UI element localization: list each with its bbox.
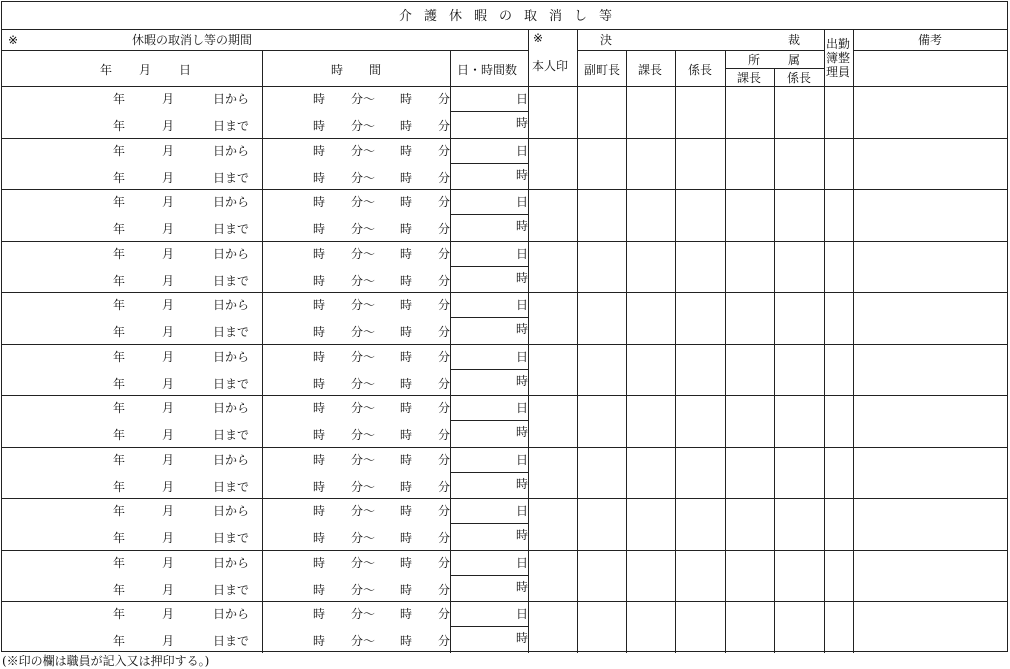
rule	[577, 29, 578, 653]
year-text: 年	[113, 504, 126, 518]
year-text: 年	[113, 453, 126, 467]
hour-text: 時	[313, 504, 326, 518]
subsection-chief-header: 係長	[688, 63, 713, 77]
hours-unit-text: 時	[516, 116, 529, 130]
hours-unit-text: 時	[516, 271, 529, 285]
minute-text: 分	[438, 634, 451, 648]
minute-text: 分	[438, 298, 451, 312]
days-unit-text: 日	[516, 92, 529, 106]
title-char: 取	[524, 9, 538, 24]
to-day-text: 日まで	[213, 377, 250, 391]
from-day-text: 日から	[213, 298, 250, 312]
rule	[853, 50, 1007, 51]
from-day-text: 日から	[213, 607, 250, 621]
hour-text: 時	[400, 428, 413, 442]
minute-text: 分	[438, 325, 451, 339]
minute-text: 分	[438, 377, 451, 391]
mark-asterisk: ※	[8, 33, 19, 47]
from-day-text: 日から	[213, 92, 250, 106]
hour-text: 時	[400, 634, 413, 648]
minute-tilde-text: 分〜	[351, 298, 376, 312]
title-char: し	[574, 9, 588, 24]
minute-tilde-text: 分〜	[351, 607, 376, 621]
from-day-text: 日から	[213, 144, 250, 158]
minute-tilde-text: 分〜	[351, 195, 376, 209]
row-mid-rule	[450, 163, 528, 164]
row-mid-rule	[450, 575, 528, 576]
hour-text: 時	[313, 583, 326, 597]
minute-tilde-text: 分〜	[351, 504, 376, 518]
minute-tilde-text: 分〜	[351, 377, 376, 391]
hours-unit-text: 時	[516, 477, 529, 491]
minute-text: 分	[438, 428, 451, 442]
month-text: 月	[162, 377, 175, 391]
days-unit-text: 日	[516, 401, 529, 415]
year-text: 年	[113, 298, 126, 312]
minute-text: 分	[438, 453, 451, 467]
minute-text: 分	[438, 195, 451, 209]
year-text: 年	[113, 274, 126, 288]
minute-text: 分	[438, 504, 451, 518]
row-rule	[2, 447, 1007, 448]
month-text: 月	[162, 298, 175, 312]
to-day-text: 日まで	[213, 634, 250, 648]
to-day-text: 日まで	[213, 274, 250, 288]
hour-text: 時	[400, 377, 413, 391]
row-rule	[2, 601, 1007, 602]
minute-text: 分	[438, 583, 451, 597]
hour-text: 時	[400, 92, 413, 106]
days-unit-text: 日	[516, 556, 529, 570]
hour-text: 時	[313, 531, 326, 545]
minute-text: 分	[438, 119, 451, 133]
hours-unit-text: 時	[516, 219, 529, 233]
row-rule	[2, 395, 1007, 396]
hour-text: 時	[400, 401, 413, 415]
minute-tilde-text: 分〜	[351, 480, 376, 494]
year-text: 年	[113, 92, 126, 106]
month-text: 月	[162, 453, 175, 467]
minute-tilde-text: 分〜	[351, 401, 376, 415]
month-text: 月	[162, 556, 175, 570]
minute-tilde-text: 分〜	[351, 92, 376, 106]
hour-text: 時	[400, 480, 413, 494]
month-text: 月	[162, 583, 175, 597]
year-text: 年	[113, 480, 126, 494]
hour-text: 時	[400, 556, 413, 570]
days-hours-header: 日・時間数	[457, 63, 518, 77]
month-text: 月	[162, 428, 175, 442]
hour-text: 時	[313, 325, 326, 339]
hour-text: 時	[313, 634, 326, 648]
minute-text: 分	[438, 607, 451, 621]
to-day-text: 日まで	[213, 428, 250, 442]
minute-tilde-text: 分〜	[351, 531, 376, 545]
rule	[774, 68, 775, 653]
hour-text: 時	[400, 171, 413, 185]
hour-text: 時	[400, 247, 413, 261]
from-day-text: 日から	[213, 504, 250, 518]
hour-text: 時	[400, 350, 413, 364]
kessai-header-2: 裁	[788, 33, 801, 47]
row-rule	[2, 344, 1007, 345]
year-text: 年	[113, 325, 126, 339]
hour-text: 時	[400, 453, 413, 467]
hour-text: 時	[400, 298, 413, 312]
row-rule	[2, 241, 1007, 242]
minute-text: 分	[438, 274, 451, 288]
row-mid-rule	[450, 214, 528, 215]
row-mid-rule	[450, 523, 528, 524]
hour-text: 時	[313, 298, 326, 312]
month-text: 月	[162, 274, 175, 288]
minute-text: 分	[438, 350, 451, 364]
year-text: 年	[113, 607, 126, 621]
footer-note: (※印の欄は職員が記入又は押印する。)	[2, 654, 210, 668]
rule	[626, 50, 627, 653]
hour-text: 時	[313, 144, 326, 158]
hours-unit-text: 時	[516, 580, 529, 594]
kessai-header-1: 決	[600, 33, 613, 47]
hour-text: 時	[313, 401, 326, 415]
minute-tilde-text: 分〜	[351, 583, 376, 597]
month-text: 月	[162, 144, 175, 158]
days-unit-text: 日	[516, 298, 529, 312]
from-day-text: 日から	[213, 247, 250, 261]
vice-mayor-header: 副町長	[584, 63, 621, 77]
to-day-text: 日まで	[213, 583, 250, 597]
year-text: 年	[113, 531, 126, 545]
minute-tilde-text: 分〜	[351, 556, 376, 570]
hour-text: 時	[400, 274, 413, 288]
hours-unit-text: 時	[516, 168, 529, 182]
minute-tilde-text: 分〜	[351, 171, 376, 185]
rule	[2, 29, 1007, 30]
day-header: 日	[179, 63, 192, 77]
minute-text: 分	[438, 92, 451, 106]
year-text: 年	[113, 377, 126, 391]
attendance-header-2: 簿整	[826, 51, 851, 65]
row-mid-rule	[450, 111, 528, 112]
month-text: 月	[162, 92, 175, 106]
minute-tilde-text: 分〜	[351, 274, 376, 288]
row-mid-rule	[450, 317, 528, 318]
month-text: 月	[162, 119, 175, 133]
days-unit-text: 日	[516, 195, 529, 209]
shozoku-sub-header: 係長	[787, 71, 812, 85]
year-text: 年	[113, 144, 126, 158]
year-text: 年	[113, 583, 126, 597]
title-char: 消	[549, 9, 563, 24]
year-text: 年	[113, 556, 126, 570]
days-unit-text: 日	[516, 607, 529, 621]
from-day-text: 日から	[213, 350, 250, 364]
rule	[450, 50, 451, 653]
hour-text: 時	[313, 350, 326, 364]
row-mid-rule	[450, 369, 528, 370]
month-text: 月	[162, 171, 175, 185]
hour-text: 時	[400, 195, 413, 209]
form-title	[2, 10, 1009, 23]
hour-text: 時	[400, 144, 413, 158]
mark-asterisk-2: ※	[533, 31, 544, 45]
hour-text: 時	[400, 222, 413, 236]
month-header: 月	[139, 63, 152, 77]
row-mid-rule	[450, 266, 528, 267]
hours-unit-text: 時	[516, 528, 529, 542]
hour-text: 時	[313, 480, 326, 494]
to-day-text: 日まで	[213, 531, 250, 545]
to-day-text: 日まで	[213, 325, 250, 339]
year-text: 年	[113, 401, 126, 415]
from-day-text: 日から	[213, 401, 250, 415]
attendance-header-3: 理員	[826, 65, 851, 79]
hour-text: 時	[313, 556, 326, 570]
hour-text: 時	[313, 607, 326, 621]
rule	[2, 86, 1007, 87]
shozoku-header-1: 所	[748, 53, 761, 67]
row-rule	[2, 138, 1007, 139]
title-char: 等	[599, 9, 613, 24]
rule	[824, 29, 825, 653]
hour-text: 時	[313, 171, 326, 185]
hour-text: 時	[400, 607, 413, 621]
month-text: 月	[162, 325, 175, 339]
hour-text: 時	[313, 453, 326, 467]
time-header-1: 時	[331, 63, 344, 77]
rule	[853, 29, 854, 653]
hour-text: 時	[400, 583, 413, 597]
month-text: 月	[162, 247, 175, 261]
period-label: 休暇の取消し等の期間	[132, 33, 253, 47]
year-text: 年	[113, 195, 126, 209]
rule	[725, 50, 726, 653]
month-text: 月	[162, 607, 175, 621]
month-text: 月	[162, 480, 175, 494]
hour-text: 時	[400, 325, 413, 339]
minute-text: 分	[438, 247, 451, 261]
rule	[528, 29, 529, 653]
from-day-text: 日から	[213, 195, 250, 209]
days-unit-text: 日	[516, 453, 529, 467]
year-text: 年	[113, 119, 126, 133]
title-char: 介	[398, 9, 412, 24]
days-unit-text: 日	[516, 504, 529, 518]
minute-text: 分	[438, 222, 451, 236]
hour-text: 時	[313, 222, 326, 236]
hour-text: 時	[400, 531, 413, 545]
minute-tilde-text: 分〜	[351, 119, 376, 133]
month-text: 月	[162, 634, 175, 648]
days-unit-text: 日	[516, 247, 529, 261]
hour-text: 時	[313, 247, 326, 261]
minute-tilde-text: 分〜	[351, 453, 376, 467]
care-leave-cancellation-form	[1, 1, 1008, 652]
remarks-header: 備考	[918, 33, 943, 47]
year-header: 年	[100, 63, 113, 77]
rule	[577, 50, 824, 51]
hour-text: 時	[313, 92, 326, 106]
year-text: 年	[113, 247, 126, 261]
year-text: 年	[113, 171, 126, 185]
minute-text: 分	[438, 171, 451, 185]
title-char: 休	[448, 9, 462, 24]
hours-unit-text: 時	[516, 374, 529, 388]
title-char: 暇	[473, 9, 487, 24]
minute-tilde-text: 分〜	[351, 428, 376, 442]
minute-text: 分	[438, 531, 451, 545]
days-unit-text: 日	[516, 350, 529, 364]
hour-text: 時	[313, 377, 326, 391]
month-text: 月	[162, 222, 175, 236]
row-mid-rule	[450, 626, 528, 627]
shozoku-header-2: 属	[788, 53, 801, 67]
to-day-text: 日まで	[213, 480, 250, 494]
month-text: 月	[162, 195, 175, 209]
month-text: 月	[162, 531, 175, 545]
hour-text: 時	[400, 119, 413, 133]
row-rule	[2, 498, 1007, 499]
seal-header: 本人印	[532, 59, 569, 73]
rule	[262, 50, 263, 653]
shozoku-chief-header: 課長	[737, 71, 762, 85]
row-rule	[2, 550, 1007, 551]
rule	[675, 50, 676, 653]
minute-text: 分	[438, 401, 451, 415]
section-chief-header: 課長	[638, 63, 663, 77]
time-header-2: 間	[369, 63, 382, 77]
minute-tilde-text: 分〜	[351, 325, 376, 339]
from-day-text: 日から	[213, 556, 250, 570]
hour-text: 時	[313, 195, 326, 209]
year-text: 年	[113, 428, 126, 442]
to-day-text: 日まで	[213, 222, 250, 236]
month-text: 月	[162, 401, 175, 415]
hour-text: 時	[313, 274, 326, 288]
minute-tilde-text: 分〜	[351, 634, 376, 648]
hours-unit-text: 時	[516, 322, 529, 336]
title-char: 護	[423, 9, 437, 24]
minute-tilde-text: 分〜	[351, 222, 376, 236]
minute-text: 分	[438, 144, 451, 158]
hour-text: 時	[313, 119, 326, 133]
hour-text: 時	[313, 428, 326, 442]
days-unit-text: 日	[516, 144, 529, 158]
month-text: 月	[162, 350, 175, 364]
year-text: 年	[113, 222, 126, 236]
minute-tilde-text: 分〜	[351, 247, 376, 261]
hours-unit-text: 時	[516, 425, 529, 439]
hours-unit-text: 時	[516, 631, 529, 645]
minute-tilde-text: 分〜	[351, 144, 376, 158]
month-text: 月	[162, 504, 175, 518]
row-mid-rule	[450, 472, 528, 473]
minute-text: 分	[438, 556, 451, 570]
minute-tilde-text: 分〜	[351, 350, 376, 364]
row-rule	[2, 292, 1007, 293]
attendance-header-1: 出勤	[826, 37, 851, 51]
from-day-text: 日から	[213, 453, 250, 467]
row-rule	[2, 189, 1007, 190]
to-day-text: 日まで	[213, 119, 250, 133]
to-day-text: 日まで	[213, 171, 250, 185]
title-char: の	[498, 9, 512, 24]
row-mid-rule	[450, 420, 528, 421]
year-text: 年	[113, 350, 126, 364]
year-text: 年	[113, 634, 126, 648]
hour-text: 時	[400, 504, 413, 518]
minute-text: 分	[438, 480, 451, 494]
